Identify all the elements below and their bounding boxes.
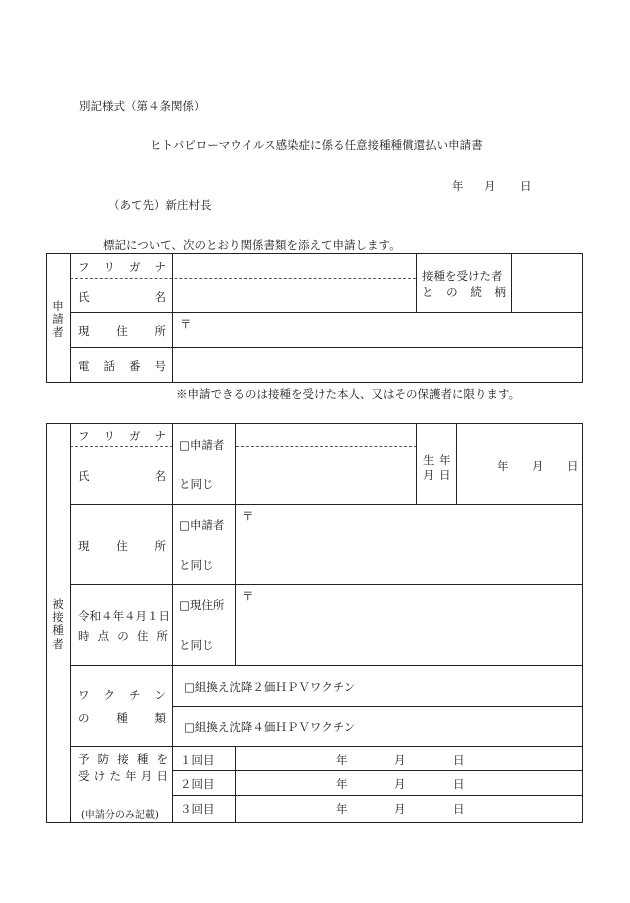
relation-label-2: と の 続 柄 — [422, 285, 506, 299]
address-same-suffix: と同じ — [179, 558, 214, 572]
applicant-address-field[interactable] — [174, 314, 580, 346]
dose-label: ３回目 — [180, 802, 215, 816]
intro-text: 標記について、次のとおり関係書類を添えて申請します。 — [103, 238, 401, 252]
dose-month: 月 — [394, 753, 406, 767]
past-address-label-2: 時 点 の 住 所 — [78, 629, 168, 643]
dose-year: 年 — [336, 777, 348, 791]
date-year: 年 — [452, 179, 464, 193]
form-label: 別記様式（第４条関係） — [79, 99, 206, 113]
birth-label-4: 日 — [439, 468, 451, 482]
past-same-suffix: と同じ — [179, 638, 214, 652]
dose-day: 日 — [453, 777, 465, 791]
address-same-label: □申請者 — [179, 518, 225, 532]
same-as-applicant-suffix: と同じ — [179, 477, 214, 491]
past-address-field[interactable] — [237, 586, 580, 664]
dose-label: １回目 — [180, 753, 215, 767]
postal-mark: 〒 — [180, 317, 192, 331]
recipient-name-label: 氏 名 — [78, 469, 166, 483]
recipient-address-field[interactable] — [237, 506, 580, 583]
recipient-address-label: 現 住 所 — [78, 539, 166, 553]
applicant-name-label: 氏 名 — [78, 290, 166, 304]
dose-day: 日 — [453, 753, 465, 767]
applicant-side-label: 申請者 — [52, 299, 64, 340]
addressee: （あて先）新庄村長 — [108, 198, 212, 212]
applicant-name-field[interactable] — [174, 280, 414, 311]
recipient-name-field[interactable] — [237, 448, 415, 503]
dates-note: (申請分のみ記載) — [81, 810, 159, 821]
dose-day: 日 — [453, 802, 465, 816]
recipient-furigana-field[interactable] — [237, 425, 415, 445]
dates-label-1: 予 防 接 種 を — [78, 752, 168, 766]
birth-year: 年 — [497, 459, 509, 473]
past-same-label: □現住所 — [179, 598, 225, 612]
past-address-label-1: 令和４年４月１日 — [78, 609, 170, 623]
dose-year: 年 — [336, 753, 348, 767]
relation-label-1: 接種を受けた者 — [422, 269, 503, 283]
dates-label-2: 受 け た 年 月 日 — [78, 769, 168, 783]
date-month: 月 — [484, 179, 496, 193]
dose-label: ２回目 — [180, 777, 215, 791]
recipient-side-label: 被接種者 — [52, 597, 64, 651]
applicant-furigana-label: フ リ ガ ナ — [78, 260, 166, 274]
dose-month: 月 — [394, 802, 406, 816]
vaccine-option-quadrivalent[interactable]: □組換え沈降４価ＨＰＶワクチン — [184, 720, 356, 734]
date-day: 日 — [520, 179, 532, 193]
page-title: ヒトパピローマウイルス感染症に係る任意接種種償還払い申請書 — [150, 138, 483, 152]
birth-day: 日 — [567, 459, 579, 473]
applicant-phone-field[interactable] — [174, 349, 580, 381]
recipient-furigana-label: フ リ ガ ナ — [78, 429, 166, 443]
relation-field[interactable] — [513, 255, 581, 311]
applicant-phone-label: 電 話 番 号 — [78, 359, 166, 373]
vaccine-label-1: ワ ク チ ン — [78, 688, 166, 702]
birth-label-1: 生 — [423, 453, 435, 467]
birth-label-3: 月 — [423, 468, 435, 482]
birth-label-2: 年 — [439, 453, 451, 467]
dose-year: 年 — [336, 802, 348, 816]
birth-month: 月 — [532, 459, 544, 473]
applicant-address-label: 現 住 所 — [78, 324, 166, 338]
postal-mark: 〒 — [242, 509, 254, 523]
applicant-furigana-field[interactable] — [174, 255, 414, 277]
postal-mark-2: 〒 — [242, 589, 254, 603]
dose-month: 月 — [394, 777, 406, 791]
vaccine-option-bivalent[interactable]: □組換え沈降２価ＨＰＶワクチン — [184, 680, 356, 694]
same-as-applicant-label: □申請者 — [179, 438, 225, 452]
vaccine-label-2: の 種 類 — [78, 711, 166, 725]
eligibility-note: ※申請できるのは接種を受けた本人、又はその保護者に限ります。 — [176, 387, 521, 401]
